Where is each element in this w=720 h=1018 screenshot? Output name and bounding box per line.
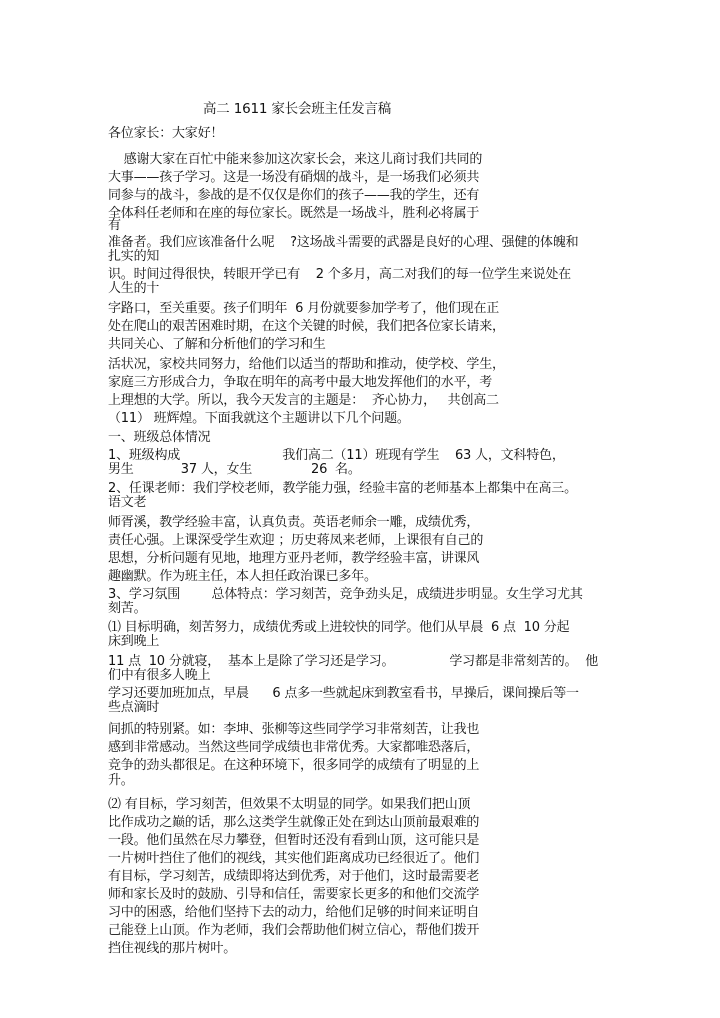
text-line: 师和家长及时的鼓励、引导和信任，需要家长更多的和他们交流学	[108, 887, 480, 902]
text-line: 升。	[108, 773, 134, 788]
text-line: ⑴ 目标明确，刻苦努力，成绩优秀或上进较快的同学。他们从早晨 6 点 10 分起	[108, 620, 570, 635]
text-line: 准备者。我们应该准备什么呢 ?这场战斗需要的武器是良好的心理、强健的体魄和	[108, 235, 579, 250]
text-line: 人生的十	[108, 281, 160, 296]
text-line: 有	[108, 218, 121, 233]
text-line: 师胥溪，教学经验丰富，认真负责。英语老师余一雕，成绩优秀，	[108, 515, 480, 530]
text-line: （11） 班辉煌。下面我就这个主题讲以下几个问题。	[108, 411, 410, 426]
text-line: 比作成功之巅的话，那么这类学生就像正处在到达山顶前最艰难的	[108, 815, 480, 830]
greeting-line: 各位家长：大家好！	[108, 126, 224, 141]
text-line: 3、学习氛围 总体特点：学习刻苦，竞争劲头足，成绩进步明显。女生学习尤其	[108, 587, 583, 602]
text-line: 共同关心、了解和分析他们的学习和生	[108, 337, 326, 352]
text-line: 扎实的知	[108, 249, 160, 264]
text-line: 家庭三方形成合力，争取在明年的高考中最大地发挥他们的水平，考	[108, 375, 493, 390]
text-line: 一段。他们虽然在尽力攀登，但暂时还没有看到山顶，这可能只是	[108, 833, 480, 848]
text-line: 11 点 10 分就寝， 基本上是除了学习还是学习。 学习都是非常刻苦的。 他	[108, 654, 598, 669]
text-line: 感谢大家在百忙中能来参加这次家长会，来这儿商讨我们共同的	[108, 152, 483, 167]
document-title: 高二 1611 家长会班主任发言稿	[203, 101, 392, 117]
text-line: 间抓的特别紧。如：李坤、张柳等这些同学学习非常刻苦，让我也	[108, 722, 480, 737]
text-line: 挡住视线的那片树叶。	[108, 941, 237, 956]
text-line: 1、班级构成 我们高二（11）班现有学生 63 人，文科特色，	[108, 448, 565, 463]
text-line: 一片树叶挡住了他们的视线，其实他们距离成功已经很近了。他们	[108, 851, 480, 866]
text-line: 识。时间过得很快，转眼开学已有 2 个多月，高二对我们的每一位学生来说处在	[108, 267, 571, 282]
text-line: 习中的困惑，给他们坚持下去的动力，给他们足够的时间来证明自	[108, 905, 480, 920]
text-line: 学习还要加班加点，早晨 6 点多一些就起床到教室看书，早操后，课间操后等一	[108, 686, 579, 701]
text-line: 责任心强。上课深受学生欢迎 ；历史蒋凤来老师，上课很有自己的	[108, 533, 484, 548]
text-line: 全体科任老师和在座的每位家长。既然是一场战斗，胜利必将属于	[108, 206, 480, 221]
text-line: 男生 37 人，女生 26 名。	[108, 462, 361, 477]
text-line: ⑵ 有目标，学习刻苦，但效果不太明显的同学。如果我们把山顶	[108, 797, 471, 812]
text-line: 趣幽默。作为班主任，本人担任政治课已多年。	[108, 569, 377, 584]
text-line: 字路口，至关重要。孩子们明年 6 月份就要参加学考了，他们现在正	[108, 301, 500, 316]
text-line: 己能登上山顶。作为老师，我们会帮助他们树立信心，帮他们拨开	[108, 923, 480, 938]
text-line: 有目标，学习刻苦，成绩即将达到优秀，对于他们，这时最需要老	[108, 869, 480, 884]
text-line: 思想，分析问题有见地，地理方亚丹老师，教学经验丰富，讲课风	[108, 551, 480, 566]
text-line: 些点滴时	[108, 700, 160, 715]
text-line: 竞争的劲头都很足。在这种环境下，很多同学的成绩有了明显的上	[108, 758, 480, 773]
text-line: 床到晚上	[108, 634, 160, 649]
text-line: 语文老	[108, 495, 147, 510]
section-heading: 一、班级总体情况	[108, 430, 211, 445]
text-line: 同参与的战斗，参战的是不仅仅是你们的孩子——我的学生，还有	[108, 188, 480, 203]
text-line: 处在爬山的艰苦困难时期，在这个关键的时候，我们把各位家长请来，	[108, 319, 505, 334]
text-line: 大事——孩子学习。这是一场没有硝烟的战斗，是一场我们必须共	[108, 170, 480, 185]
text-line: 活状况，家校共同努力，给他们以适当的帮助和推动，使学校、学生，	[108, 357, 505, 372]
text-line: 上理想的大学。所以，我今天发言的主题是： 齐心协力， 共创高二	[108, 393, 499, 408]
text-line: 感到非常感动。当然这些同学成绩也非常优秀。大家都唯恐落后，	[108, 740, 480, 755]
text-line: 们中有很多人晚上	[108, 668, 211, 683]
text-line: 刻苦。	[108, 601, 147, 616]
text-line: 2、任课老师：我们学校老师，教学能力强，经验丰富的老师基本上都集中在高三。	[108, 481, 577, 496]
